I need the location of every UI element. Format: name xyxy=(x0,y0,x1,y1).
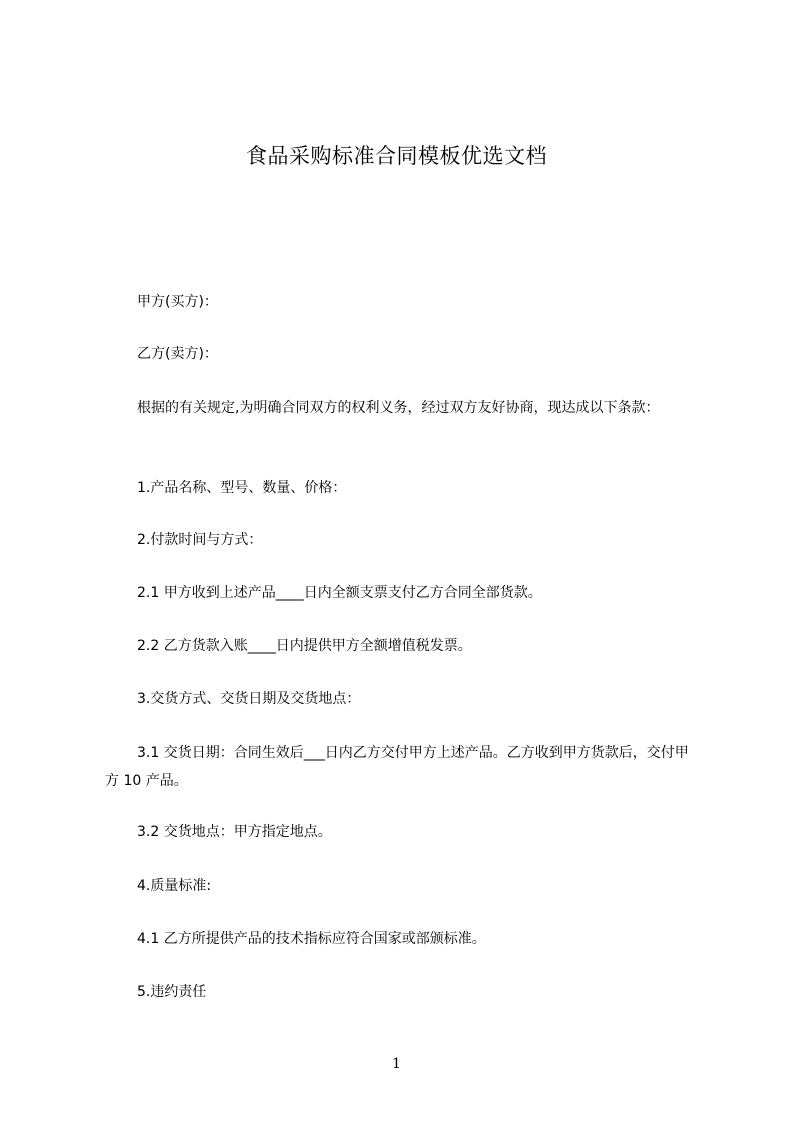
clause-3-2: 3.2 交货地点：甲方指定地点。 xyxy=(137,824,332,840)
clause-2-heading: 2.付款时间与方式： xyxy=(137,532,263,548)
clause-4-heading: 4.质量标准: xyxy=(137,878,212,894)
clause-3-1: 3.1 交货日期：合同生效后___日内乙方交付甲方上述产品。乙方收到甲方货款后，交付甲方 10 产品。 xyxy=(105,745,689,789)
clause-1-heading: 1.产品名称、型号、数量、价格： xyxy=(137,480,347,496)
clause-5-heading: 5.违约责任 xyxy=(137,984,207,1000)
clause-4-1: 4.1 乙方所提供产品的技术指标应符合国家或部颁标准。 xyxy=(137,931,486,947)
party-b-line: 乙方(卖方)： xyxy=(137,346,218,362)
clause-2-2: 2.2 乙方货款入账____日内提供甲方全额增值税发票。 xyxy=(137,638,472,654)
page-number: 1 xyxy=(392,1056,401,1072)
clause-2-1: 2.1 甲方收到上述产品____日内全额支票支付乙方合同全部货款。 xyxy=(137,585,542,601)
preamble-paragraph: 根据的有关规定,为明确合同双方的权利义务，经过双方友好协商，现达成以下条款： xyxy=(137,400,660,416)
document-title: 食品采购标准合同模板优选文档 xyxy=(246,144,547,168)
clause-3-heading: 3.交货方式、交货日期及交货地点： xyxy=(137,691,361,707)
party-a-line: 甲方(买方)： xyxy=(137,294,218,310)
